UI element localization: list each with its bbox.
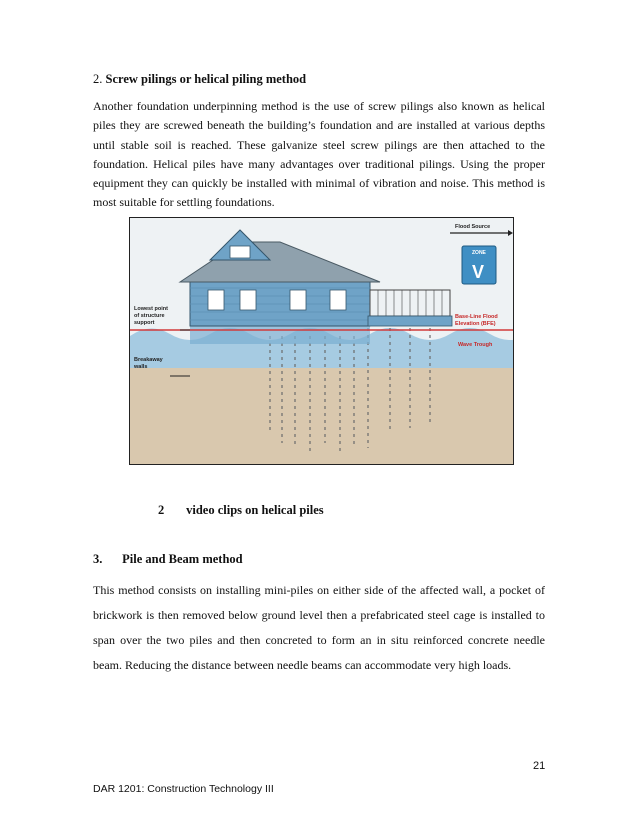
section-3-heading (93, 552, 243, 567)
deck-floor (368, 316, 452, 326)
lowest-point-label-1: Lowest point (134, 306, 168, 312)
caption-text: video clips on helical piles (186, 503, 324, 517)
page-footer: DAR 1201: Construction Technology III (93, 783, 274, 795)
section-3-number: 3. (93, 552, 103, 566)
breakaway-walls (190, 326, 370, 344)
wave-trough-label: Wave Trough (458, 342, 493, 348)
lowest-point-label-3: support (134, 320, 155, 326)
bfe-label-1: Base-Line Flood (455, 314, 498, 320)
section-2-paragraph: Another foundation underpinning method is the use of screw pilings also known as helical piles they are screwed beneath the building’s foundation and are installed at various depths until stable soil is reached. These galvanize steel screw pilings are then attached to the foundation. Helical piles have many advantages over traditional pilings. Using the proper equipment they can quickly be installed with minimal of vibration and noise. This method is most suitable for settling foundations. (93, 99, 545, 210)
bfe-label-2: Elevation (BFE) (455, 321, 496, 327)
breakaway-label-2: walls (134, 364, 148, 370)
page-number: 21 (533, 760, 546, 772)
section-3-title: Pile and Beam method (122, 552, 243, 566)
zone-label: ZONE (472, 250, 486, 256)
figure-caption (158, 503, 324, 518)
helical-piles-figure (129, 217, 514, 465)
section-3-paragraph: This method consists on installing mini-piles on either side of the affected wall, a pocket of brickwork is then removed below ground level then a prefabricated steel cage is installed to span over the two piles and then concreted to form an in situ reinforced concrete needle beam. Reducing the distance between needle beams can accommodate very high loads. (93, 583, 545, 672)
section-2-number: 2. (93, 72, 103, 86)
house-on-piles-illustration (130, 218, 513, 464)
zone-letter: V (472, 262, 485, 282)
flood-source-label: Flood Source (455, 224, 491, 230)
section-2-title: Screw pilings or helical piling method (105, 72, 307, 86)
ground (130, 368, 513, 464)
lowest-point-label-2: of structure (134, 313, 165, 319)
section-2-heading (93, 72, 306, 87)
breakaway-label-1: Breakaway (134, 357, 163, 363)
caption-number: 2 (158, 503, 165, 517)
